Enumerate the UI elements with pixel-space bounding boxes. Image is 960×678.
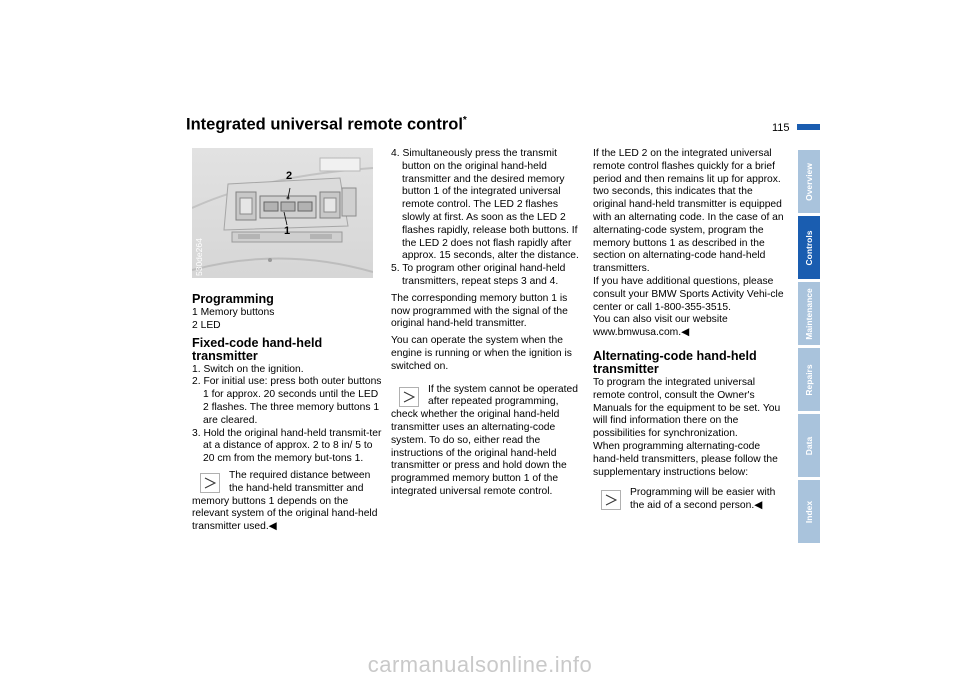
alternating-code-heading: Alternating-code hand-held transmitter [593, 348, 757, 376]
column-right [593, 148, 788, 513]
tab-maintenance[interactable] [798, 282, 820, 345]
paragraph: You can operate the system when the engine is running or when the ignition is switched on. [391, 335, 572, 372]
note-text: The required distance between the hand-held transmitter and [229, 469, 371, 494]
step-item: 4. Simultaneously press the transmit button on the original hand-held transmitter and the desired memory button 1 of the integrated universal remote control. The LED 2 flashes slowly at first. As soon as the LED 2 flashes rapidly, release both buttons. If the LED 2 does not flash rapidly after approx. 15 seconds, alter the distance. [391, 148, 579, 262]
paragraph: To program the integrated universal remote control, consult the Owner's Manuals for the equipment to be set. You will find information there on the possibilities for synchronization. [593, 376, 781, 440]
note-text: Programming will be easier with the aid of a second person.◀ [630, 487, 776, 512]
header-color-bar [797, 124, 820, 130]
paragraph: The corresponding memory button 1 is now programmed with the signal of the original hand-held transmitter. [391, 292, 568, 330]
note-icon [200, 473, 220, 493]
paragraph: If the LED 2 on the integrated universal remote control flashes quickly for a brief period and then remains lit up for approx. two seconds, this indicates that the original hand-held transmitter is equipped with an alternating code. In the case of an alternating-code system, program the memory buttons 1 as described in the section on alternating-code hand-held transmitters. [593, 148, 784, 275]
paragraph: If you have additional questions, please consult your BMW Sports Activity Vehi-cle center or call 1-800-355-3515. [593, 275, 784, 313]
tab-data[interactable] [798, 414, 820, 477]
tab-controls[interactable] [798, 216, 820, 279]
note-block [192, 470, 384, 496]
note-block [391, 384, 586, 410]
note-icon [601, 490, 621, 510]
legend-item: 1 Memory buttons [192, 307, 275, 318]
tab-label: Data [804, 436, 814, 455]
callout-1: 1 [284, 225, 291, 237]
tab-label: Repairs [804, 363, 814, 396]
tab-label: Index [804, 500, 814, 523]
callout-2: 2 [286, 170, 293, 182]
note-icon [399, 387, 419, 407]
note-text: If the system cannot be operated after repeated programming, [428, 383, 578, 408]
note-text: memory buttons 1 depends on the relevant system of the original hand-held transmitter used.◀ [192, 495, 378, 533]
tab-index[interactable] [798, 480, 820, 543]
step-item: 5. To program other original hand-held transmitters, repeat steps 3 and 4. [391, 263, 566, 287]
watermark: carmanualsonline.info [367, 652, 593, 677]
programming-heading: Programming [192, 292, 274, 306]
column-left [192, 293, 384, 534]
tab-label: Controls [804, 230, 814, 265]
section-tabs [798, 150, 820, 546]
note-block [593, 487, 788, 513]
paragraph: When programming alternating-code hand-held transmitters, please follow the supplementary instructions below: [593, 440, 778, 478]
fixed-code-heading: Fixed-code hand-held transmitter [192, 335, 323, 363]
step-item: 3. Hold the original hand-held transmit-ter at a distance of approx. 2 to 8 in/ 5 to 20 cm from the memory but-tons 1. [192, 427, 382, 465]
legend-item: 2 LED [192, 319, 221, 331]
paragraph: You can also visit our website www.bmwusa.com.◀ [593, 314, 728, 339]
figure-code: 530de264 [194, 238, 204, 276]
tab-label: Overview [804, 162, 814, 201]
tab-repairs[interactable] [798, 348, 820, 411]
step-item: 1. Switch on the ignition. [192, 363, 304, 375]
note-text: check whether the original hand-held transmitter uses an alternating-code system. To do so, either read the instructions of the original hand-held transmitter or press and hold down the programmed memory button 1 of the integrated universal remote control. [391, 409, 567, 497]
page-number: 115 [772, 122, 790, 134]
overhead-console-figure [192, 148, 373, 278]
title-asterisk: * [462, 115, 467, 126]
column-middle [391, 148, 586, 499]
tab-overview[interactable] [798, 150, 820, 213]
step-item: 2. For initial use: press both outer buttons 1 for approx. 20 seconds until the LED 2 flashes. The three memory buttons 1 are cleared. [192, 376, 382, 426]
page-title: Integrated universal remote control* [186, 115, 467, 134]
tab-label: Maintenance [804, 287, 814, 340]
